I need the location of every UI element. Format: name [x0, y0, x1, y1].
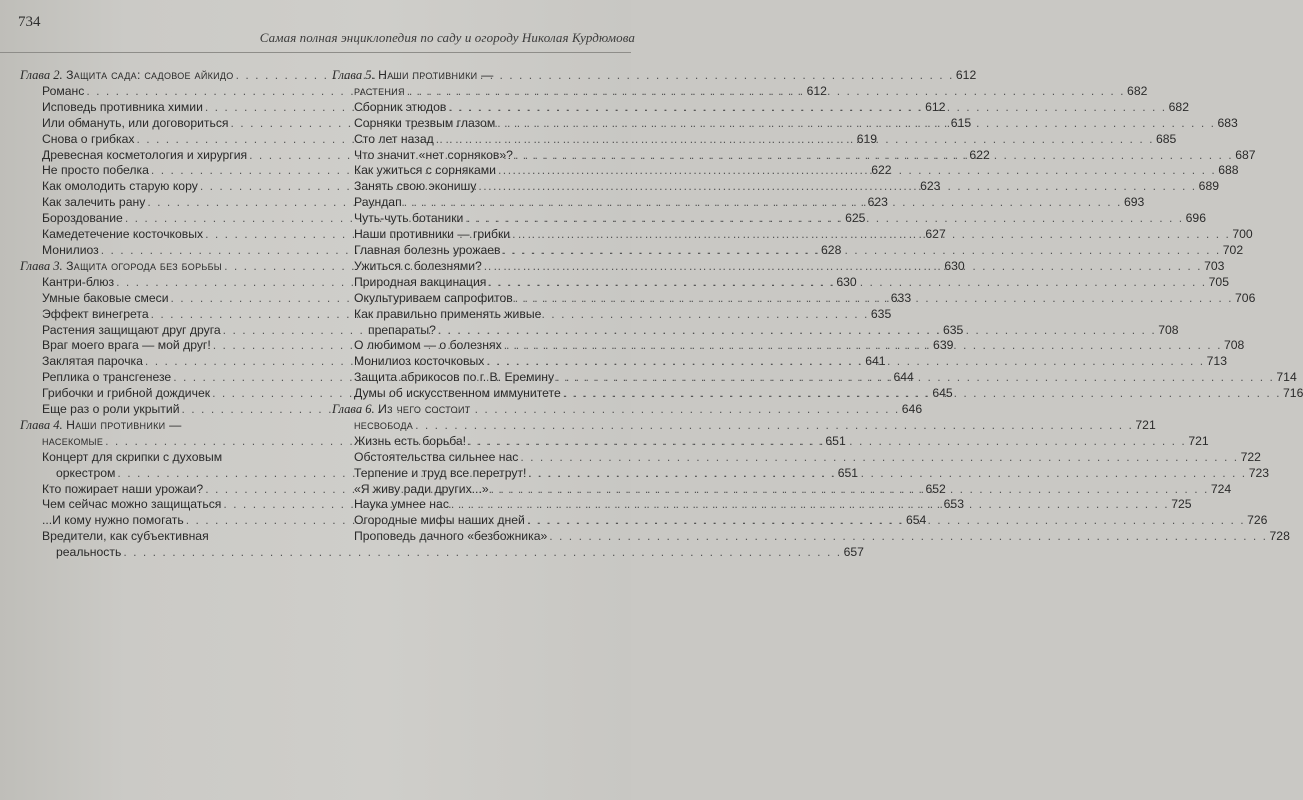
dot-leader [498, 163, 1216, 179]
dot-leader [123, 545, 841, 561]
chapter-title: Наши противники — [378, 68, 494, 82]
dot-leader [504, 338, 1222, 354]
dot-leader [491, 482, 1209, 498]
dot-leader [407, 84, 1125, 100]
dot-leader [556, 370, 1274, 386]
page-ref: 619 [856, 131, 878, 146]
page-ref: 627 [925, 227, 946, 242]
chapter-title: Защита огорода без борьбы [66, 258, 223, 273]
page-ref: 683 [1217, 115, 1238, 130]
page-ref: 682 [1168, 99, 1189, 114]
page-ref: 716 [1283, 386, 1303, 401]
entry-title: Что значит «нет сорняков»? [354, 147, 513, 162]
toc-chapter-row [332, 68, 622, 84]
toc-chapter-row [332, 417, 1156, 434]
page-ref: 612 [925, 99, 946, 114]
entry-title: Окультуриваем сапрофитов [354, 290, 513, 305]
chapter-label: Глава 5. [332, 68, 375, 82]
page-ref: 700 [1232, 227, 1253, 242]
page-ref: 645 [932, 386, 953, 401]
toc-entry-row [332, 449, 1261, 466]
dot-leader [478, 179, 1196, 195]
entry-title: Защита абрикосов по г. В. Еремину [354, 370, 555, 385]
page-ref: 705 [1208, 274, 1229, 289]
entry-title: Природная вакцинация [354, 274, 487, 289]
entry-title: Кто пожирает наши урожаи? [42, 481, 204, 496]
entry-title: Главная болезнь урожаев [354, 242, 501, 257]
toc-entry-row [332, 307, 622, 323]
entry-title: Наши противники — грибки [354, 227, 511, 242]
dot-leader [484, 259, 1202, 275]
entry-title: Умные баковые смеси [42, 290, 169, 305]
page-ref: 651 [825, 433, 846, 448]
entry-title: Сорняки трезвым глазом [354, 115, 496, 130]
chapter-title: Защита сада: садовое айкидо [66, 68, 234, 82]
page-ref: 639 [933, 338, 954, 353]
dot-leader [451, 497, 1169, 513]
entry-title: «Я живу ради других...» [354, 481, 489, 496]
dot-leader [527, 513, 1245, 529]
entry-title: Наука умнее нас [354, 497, 449, 512]
page-ref: 654 [905, 513, 927, 528]
page-ref: 708 [1223, 338, 1245, 353]
dot-leader [515, 291, 1233, 307]
entry-title: Древесная косметология и хирургия [42, 147, 248, 162]
entry-title: Еще раз о роли укрытий [42, 402, 180, 417]
dot-leader [503, 243, 1221, 259]
entry-title: Романс [42, 83, 85, 98]
dot-leader [563, 386, 1281, 402]
toc-entry-row [20, 529, 306, 545]
entry-title: Как омолодить старую кору [42, 179, 198, 194]
chapter-title: несвобода [354, 417, 414, 432]
toc-chapter-row [20, 418, 306, 434]
chapter-label: Глава 6. [332, 402, 375, 417]
page-ref: 630 [944, 258, 965, 273]
page-ref: 696 [1185, 211, 1206, 226]
chapter-title: Из чего состоит [378, 402, 471, 417]
header-rule [0, 52, 631, 53]
page-ref: 633 [890, 290, 912, 305]
page-ref: 653 [943, 497, 964, 512]
page-ref: 693 [1123, 195, 1145, 210]
dot-leader [549, 529, 1267, 545]
entry-title: Грибочки и грибной дождичек [42, 386, 211, 401]
chapter-title: растения [354, 83, 405, 98]
toc-chapter-row [332, 402, 622, 418]
page-ref: 623 [867, 195, 888, 210]
dot-leader [448, 100, 1166, 116]
page-ref: 622 [969, 147, 990, 162]
dot-leader [497, 116, 1215, 132]
chapter-heading [332, 402, 471, 418]
entry-title: Растения защищают друг друга [42, 322, 221, 337]
page-ref: 630 [836, 274, 857, 289]
dot-leader [488, 275, 1206, 291]
entry-title: Жизнь есть борьба! [354, 433, 467, 448]
page-ref: 612 [955, 68, 977, 82]
entry-title: оркестром [56, 465, 116, 480]
page-ref: 714 [1276, 370, 1297, 385]
entry-title: Занять свою эконишу [354, 179, 477, 194]
dot-leader [512, 227, 1230, 243]
chapter-heading [20, 418, 182, 434]
dot-leader [486, 354, 1204, 370]
entry-title: Раундап [354, 195, 402, 210]
page-ref: 703 [1204, 258, 1225, 273]
page-ref: 723 [1248, 465, 1270, 480]
dot-leader [515, 148, 1233, 164]
page-ref: 651 [837, 465, 859, 480]
page-ref: 685 [1155, 131, 1177, 146]
entry-title: реальность [56, 545, 122, 560]
chapter-heading [332, 68, 494, 84]
entry-title: препараты? [368, 322, 436, 337]
page-ref: 708 [1158, 322, 1179, 337]
chapter-label: Глава 3. [20, 258, 63, 273]
dot-leader [415, 418, 1133, 434]
entry-title: Эффект винегрета [42, 306, 149, 321]
entry-title: Терпение и труд все перетрут! [354, 465, 527, 480]
page-ref: 706 [1235, 290, 1256, 305]
dot-leader [404, 195, 1122, 211]
entry-title: Чуть-чуть ботаники [354, 211, 464, 226]
page-ref: 612 [806, 83, 827, 98]
chapter-label: Глава 4. [20, 417, 63, 432]
page-ref: 646 [901, 402, 923, 417]
entry-title: Обстоятельства сильнее нас [354, 449, 519, 464]
entry-title: Реплика о трансгенезе [42, 370, 172, 385]
page-ref: 644 [893, 370, 914, 385]
entry-title: Или обмануть, или договориться [42, 115, 229, 130]
dot-leader [436, 132, 1154, 148]
page-ref: 657 [843, 545, 864, 560]
chapter-title: насекомые [42, 433, 104, 448]
page-ref: 682 [1127, 83, 1148, 98]
toc-entry-row [20, 545, 864, 561]
entry-title: Бороздование [42, 211, 123, 226]
page-ref: 688 [1218, 163, 1239, 178]
page-ref: 728 [1269, 529, 1290, 544]
toc-entry-row [20, 450, 306, 466]
dot-leader [520, 450, 1238, 466]
chapter-heading [20, 68, 234, 84]
page-ref: 687 [1235, 147, 1256, 162]
page-ref: 725 [1171, 497, 1192, 512]
entry-title: Заклятая парочка [42, 354, 143, 369]
entry-title: Не просто побелка [42, 163, 149, 178]
page-ref: 615 [950, 115, 972, 130]
entry-title: О любимом — о болезнях [354, 338, 502, 353]
entry-title: Монилиоз косточковых [354, 354, 485, 369]
entry-title: Как правильно применять живые [354, 306, 542, 321]
page-ref: 628 [821, 242, 842, 257]
entry-title: Монилиоз [42, 242, 99, 257]
entry-title: Сборник этюдов [354, 99, 447, 114]
entry-title: Думы об искусственном иммунитете [354, 386, 561, 401]
page-ref: 722 [1240, 449, 1261, 464]
entry-title: Проповедь дачного «безбожника» [354, 529, 548, 544]
page-ref: 721 [1188, 433, 1209, 448]
entry-title: Чем сейчас можно защищаться [42, 497, 222, 512]
dot-leader [468, 434, 1186, 450]
page-ref: 702 [1222, 242, 1244, 257]
page-header [0, 0, 635, 52]
toc-entry-row [332, 529, 1290, 545]
page-ref: 623 [920, 179, 941, 194]
entry-title: Вредители, как субъективная [42, 529, 209, 544]
running-title: Самая полная энциклопедия по саду и огороду Николая Курдюмова [259, 30, 635, 45]
page-ref: 713 [1206, 354, 1227, 369]
entry-title: Концерт для скрипки с духовым [42, 449, 223, 464]
chapter-heading [20, 259, 222, 275]
entry-title: Враг моего врага — мой друг! [42, 338, 211, 353]
dot-leader [438, 323, 1156, 339]
entry-title: Камедетечение косточковых [42, 227, 204, 242]
dot-leader [528, 466, 1246, 482]
entry-title: ...И кому нужно помогать [42, 513, 184, 528]
entry-title: Как ужиться с сорняками [354, 163, 496, 178]
page-ref: 726 [1247, 513, 1268, 528]
entry-title: Исповедь противника химии [42, 99, 203, 114]
page-ref: 635 [870, 306, 892, 321]
page-ref: 641 [865, 354, 886, 369]
entry-title: Огородные мифы наших дней [354, 513, 525, 528]
entry-title: Кантри-блюз [42, 274, 115, 289]
page-number: 734 [18, 14, 41, 30]
page-ref: 622 [871, 163, 892, 178]
entry-title: Снова о грибках [42, 131, 135, 146]
chapter-label: Глава 2. [20, 68, 63, 82]
entry-title: Ужиться с болезнями? [354, 258, 482, 273]
entry-title: Как залечить рану [42, 195, 146, 210]
page-ref: 652 [925, 481, 946, 496]
page-ref: 625 [845, 211, 866, 226]
page-ref: 721 [1135, 417, 1156, 432]
dot-leader [465, 211, 1183, 227]
page-ref: 635 [942, 322, 964, 337]
page-ref: 689 [1198, 179, 1220, 194]
chapter-title: Наши противники — [66, 417, 182, 432]
entry-title: Сто лет назад [354, 131, 434, 146]
page-ref: 724 [1210, 481, 1232, 496]
